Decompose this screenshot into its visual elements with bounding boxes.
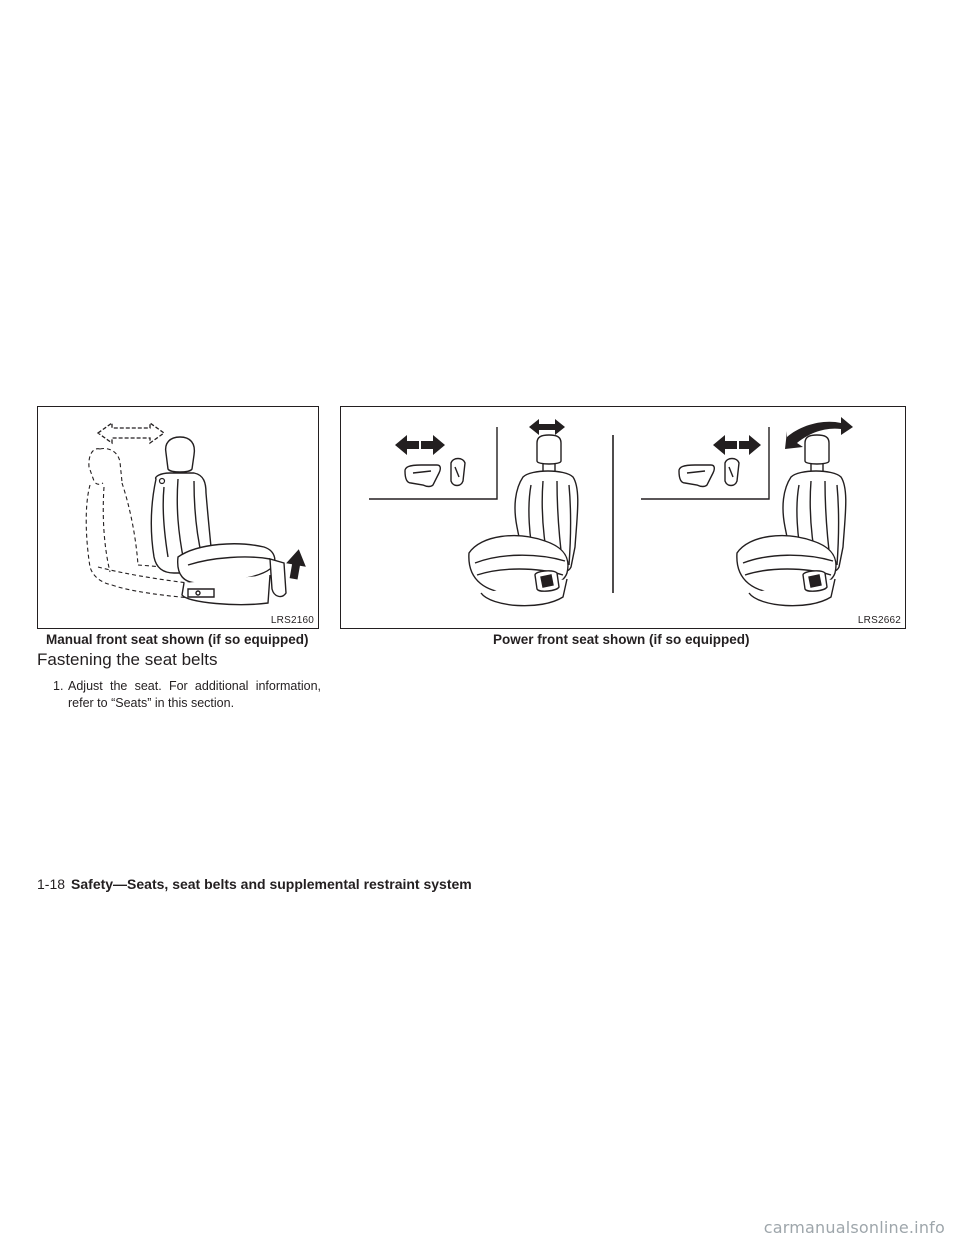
seat-slide-double-arrow-icon: [98, 423, 164, 443]
power-switch-icon: [405, 459, 465, 487]
list-item: [53, 678, 321, 712]
seat-lift-up-arrow-icon: [284, 548, 309, 581]
figure-caption-manual: Manual front seat shown (if so equipped): [46, 632, 309, 647]
chapter-title: Safety—Seats, seat belts and supplemental restraint system: [71, 876, 472, 892]
figure-code: LRS2662: [857, 615, 901, 626]
watermark: carmanualsonline.info: [763, 1218, 945, 1237]
figure-caption-power: Power front seat shown (if so equipped): [493, 632, 750, 647]
figure-code: LRS2160: [270, 615, 314, 626]
headrest-double-arrow-icon: [529, 419, 565, 435]
page-number: 1-18: [37, 876, 66, 892]
section-heading: Fastening the seat belts: [37, 650, 218, 669]
power-seat-illustration: [341, 407, 907, 630]
step-text: Adjust the seat. For additional information, refer to “Seats” in this section.: [68, 679, 321, 710]
page-footer: [37, 876, 472, 892]
slide-left-right-arrows-icon: [395, 435, 445, 455]
step-list: [53, 678, 321, 712]
manual-seat-illustration: [38, 407, 320, 630]
figure-power-seat: [340, 406, 906, 629]
figure-manual-seat: [37, 406, 319, 629]
step-number: 1.: [53, 679, 64, 693]
